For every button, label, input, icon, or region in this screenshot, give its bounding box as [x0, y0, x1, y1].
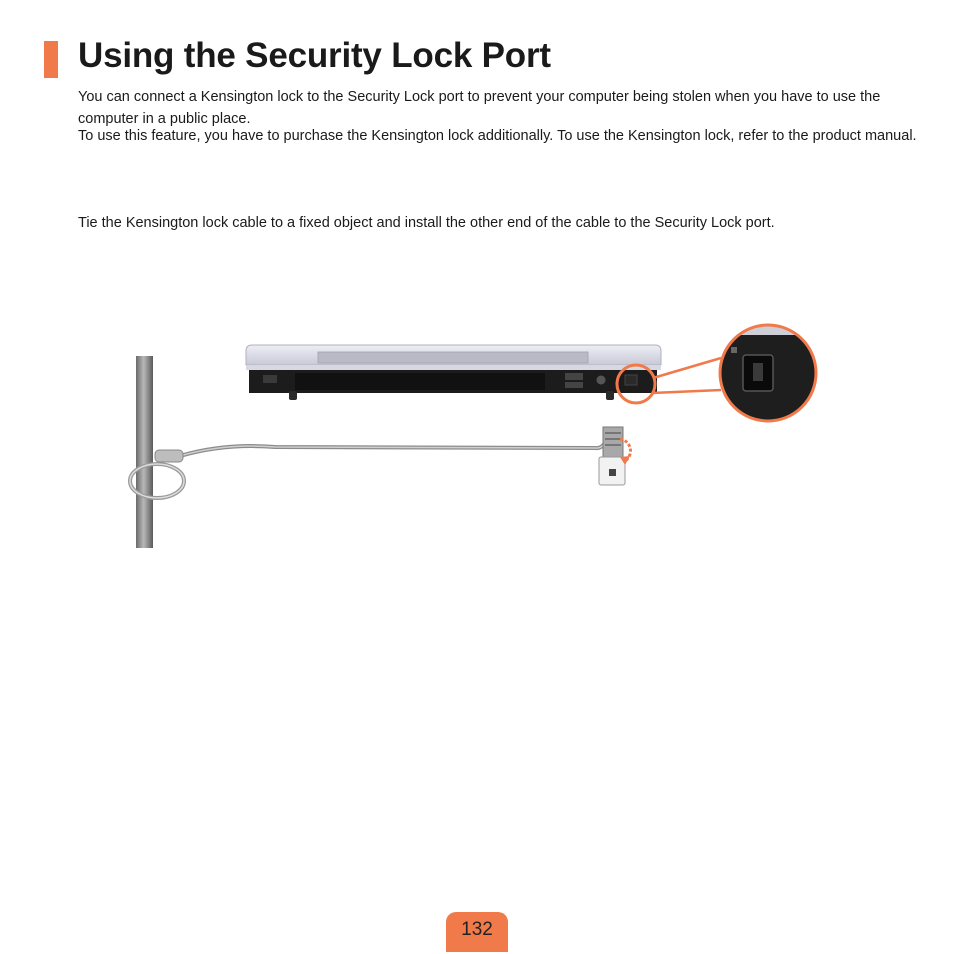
- security-lock-illustration: [125, 315, 825, 555]
- page-number-badge: [446, 912, 508, 952]
- page-number: 132: [461, 919, 493, 940]
- intro-paragraph: You can connect a Kensington lock to the Security Lock port to prevent your computer being stolen when you have to use the computer in a public place.: [78, 89, 881, 127]
- title-accent-bar: [44, 41, 58, 78]
- instruction-paragraph: Tie the Kensington lock cable to a fixed object and install the other end of the cable to the Security Lock port.: [78, 215, 775, 231]
- lock-cable-icon: [130, 439, 607, 498]
- security-port-zoom-icon: [720, 325, 816, 421]
- kensington-lock-icon: [599, 427, 631, 485]
- purchase-note-paragraph: To use this feature, you have to purchase the Kensington lock additionally. To use the Kensington lock, refer to the product manual.: [78, 128, 917, 144]
- laptop-rear-view-icon: [246, 345, 661, 400]
- page-title: Using the Security Lock Port: [78, 36, 551, 75]
- pole-icon: [136, 356, 153, 548]
